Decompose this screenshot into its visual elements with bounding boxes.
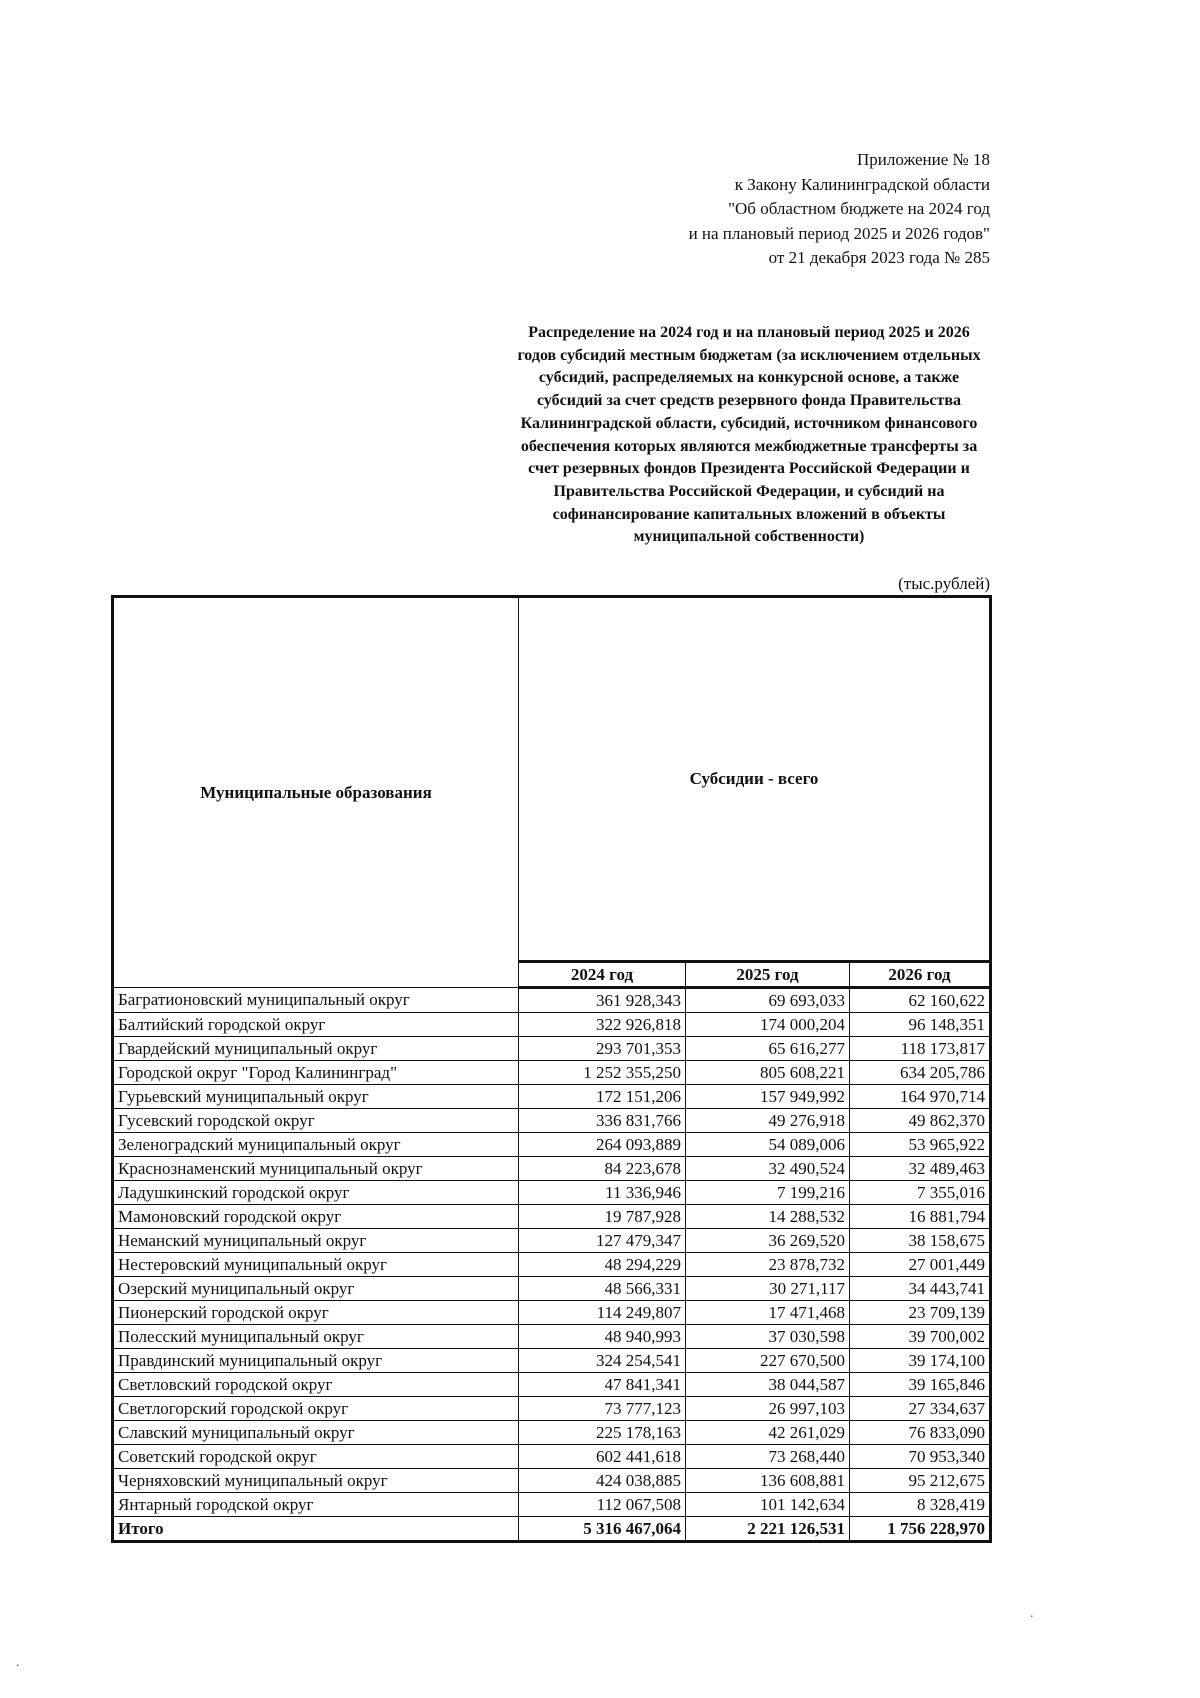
table-row (113, 1301, 991, 1325)
municipality-name: Черняховский муниципальный округ (113, 1469, 519, 1493)
table-row (113, 1373, 991, 1397)
value-2026: 39 165,846 (850, 1373, 991, 1397)
total-row (113, 1517, 991, 1542)
appendix-line: к Закону Калининградской области (734, 174, 990, 194)
value-2024: 73 777,123 (519, 1397, 686, 1421)
value-2025: 73 268,440 (686, 1445, 850, 1469)
value-2024: 19 787,928 (519, 1205, 686, 1229)
municipality-name: Мамоновский городской округ (113, 1205, 519, 1229)
value-2025: 174 000,204 (686, 1013, 850, 1037)
value-2025: 805 608,221 (686, 1061, 850, 1085)
value-2024: 127 479,347 (519, 1229, 686, 1253)
value-2025: 36 269,520 (686, 1229, 850, 1253)
value-2025: 42 261,029 (686, 1421, 850, 1445)
value-2026: 38 158,675 (850, 1229, 991, 1253)
value-2026: 7 355,016 (850, 1181, 991, 1205)
value-2026: 62 160,622 (850, 988, 991, 1013)
document-title: Распределение на 2024 год и на плановый период 2025 и 2026 годов субсидий местным бюджетам (за исключением отдельных субсидий, распределяемых на конкурсной основе, а также субсидий за счет средств резервного фонда Правительства Калининградской области, субсидий, источником финансового обеспечения которых являются межбюджетные трансферты за счет резервных фондов Президента Российской Федерации и Правительства Российской Федерации, и субсидий на софинансирование капитальных вложений в объекты муниципальной собственности) (517, 324, 981, 546)
value-2025: 2 221 126,531 (686, 1517, 850, 1542)
municipality-name: Светловский городской округ (113, 1373, 519, 1397)
table-row (113, 1445, 991, 1469)
table-row (113, 1325, 991, 1349)
appendix-line: от 21 декабря 2023 года № 285 (768, 248, 990, 267)
value-2025: 32 490,524 (686, 1157, 850, 1181)
value-2025: 26 997,103 (686, 1397, 850, 1421)
value-2024: 47 841,341 (519, 1373, 686, 1397)
table-row (113, 1085, 991, 1109)
value-2024: 361 928,343 (519, 988, 686, 1013)
value-2025: 7 199,216 (686, 1181, 850, 1205)
municipality-name: Багратионовский муниципальный округ (113, 988, 519, 1013)
municipality-name: Светлогорский городской округ (113, 1397, 519, 1421)
table-row (113, 1397, 991, 1421)
value-2026: 634 205,786 (850, 1061, 991, 1085)
value-2026: 16 881,794 (850, 1205, 991, 1229)
appendix-header (470, 148, 990, 271)
table-row (113, 1421, 991, 1445)
municipality-name: Городской округ "Город Калининград" (113, 1061, 519, 1085)
value-2024: 225 178,163 (519, 1421, 686, 1445)
value-2025: 65 616,277 (686, 1037, 850, 1061)
value-2024: 1 252 355,250 (519, 1061, 686, 1085)
value-2024: 48 940,993 (519, 1325, 686, 1349)
column-header-municipalities: Муниципальные образования (113, 597, 519, 988)
value-2024: 293 701,353 (519, 1037, 686, 1061)
value-2025: 49 276,918 (686, 1109, 850, 1133)
value-2024: 172 151,206 (519, 1085, 686, 1109)
municipality-name: Балтийский городской округ (113, 1013, 519, 1037)
value-2026: 32 489,463 (850, 1157, 991, 1181)
value-2026: 8 328,419 (850, 1493, 991, 1517)
value-2024: 324 254,541 (519, 1349, 686, 1373)
municipality-name: Зеленоградский муниципальный округ (113, 1133, 519, 1157)
municipality-name: Советский городской округ (113, 1445, 519, 1469)
value-2025: 69 693,033 (686, 988, 850, 1013)
table-row (113, 1061, 991, 1085)
table-row (113, 1157, 991, 1181)
value-2025: 14 288,532 (686, 1205, 850, 1229)
value-2026: 27 001,449 (850, 1253, 991, 1277)
value-2024: 48 294,229 (519, 1253, 686, 1277)
table-row (113, 1469, 991, 1493)
municipality-name: Ладушкинский городской округ (113, 1181, 519, 1205)
value-2026: 118 173,817 (850, 1037, 991, 1061)
municipality-name: Янтарный городской округ (113, 1493, 519, 1517)
table-body (113, 988, 991, 1542)
municipality-name: Озерский муниципальный округ (113, 1277, 519, 1301)
municipality-name: Неманский муниципальный округ (113, 1229, 519, 1253)
value-2026: 1 756 228,970 (850, 1517, 991, 1542)
municipality-name: Правдинский муниципальный округ (113, 1349, 519, 1373)
table-row (113, 1037, 991, 1061)
value-2024: 264 093,889 (519, 1133, 686, 1157)
table-row (113, 1229, 991, 1253)
units-label: (тыс.рублей) (898, 574, 990, 593)
value-2026: 95 212,675 (850, 1469, 991, 1493)
appendix-line: Приложение № 18 (857, 150, 990, 169)
municipality-name: Гусевский городской округ (113, 1109, 519, 1133)
municipality-name: Славский муниципальный округ (113, 1421, 519, 1445)
value-2024: 336 831,766 (519, 1109, 686, 1133)
value-2025: 157 949,992 (686, 1085, 850, 1109)
column-header-subsidies-total: Субсидии - всего (519, 597, 991, 962)
column-header-year-2025: 2025 год (686, 962, 850, 988)
value-2026: 34 443,741 (850, 1277, 991, 1301)
value-2024: 11 336,946 (519, 1181, 686, 1205)
value-2024: 424 038,885 (519, 1469, 686, 1493)
table-row (113, 1181, 991, 1205)
value-2025: 38 044,587 (686, 1373, 850, 1397)
scan-speck: . (16, 1655, 20, 1670)
municipality-name: Гурьевский муниципальный округ (113, 1085, 519, 1109)
municipality-name: Пионерский городской округ (113, 1301, 519, 1325)
value-2024: 5 316 467,064 (519, 1517, 686, 1542)
value-2026: 70 953,340 (850, 1445, 991, 1469)
value-2026: 39 174,100 (850, 1349, 991, 1373)
value-2025: 101 142,634 (686, 1493, 850, 1517)
municipality-name: Итого (113, 1517, 519, 1542)
value-2025: 54 089,006 (686, 1133, 850, 1157)
value-2025: 23 878,732 (686, 1253, 850, 1277)
table-row (113, 1133, 991, 1157)
value-2026: 96 148,351 (850, 1013, 991, 1037)
value-2024: 84 223,678 (519, 1157, 686, 1181)
value-2026: 76 833,090 (850, 1421, 991, 1445)
value-2024: 114 249,807 (519, 1301, 686, 1325)
value-2024: 112 067,508 (519, 1493, 686, 1517)
table-row (113, 988, 991, 1013)
table-row (113, 1109, 991, 1133)
scan-speck: . (1030, 1606, 1034, 1621)
municipality-name: Краснознаменский муниципальный округ (113, 1157, 519, 1181)
value-2024: 602 441,618 (519, 1445, 686, 1469)
table-row (113, 1013, 991, 1037)
municipality-name: Гвардейский муниципальный округ (113, 1037, 519, 1061)
municipality-name: Полесский муниципальный округ (113, 1325, 519, 1349)
appendix-line: и на плановый период 2025 и 2026 годов" (688, 223, 990, 243)
table-row (113, 1253, 991, 1277)
subsidies-table (111, 595, 992, 1543)
value-2024: 48 566,331 (519, 1277, 686, 1301)
column-header-year-2026: 2026 год (850, 962, 991, 988)
value-2026: 39 700,002 (850, 1325, 991, 1349)
table-row (113, 1349, 991, 1373)
value-2024: 322 926,818 (519, 1013, 686, 1037)
column-header-year-2024: 2024 год (519, 962, 686, 988)
table-row (113, 1493, 991, 1517)
value-2026: 23 709,139 (850, 1301, 991, 1325)
value-2025: 136 608,881 (686, 1469, 850, 1493)
value-2025: 30 271,117 (686, 1277, 850, 1301)
table-row (113, 1205, 991, 1229)
table-row (113, 1277, 991, 1301)
value-2026: 49 862,370 (850, 1109, 991, 1133)
value-2026: 27 334,637 (850, 1397, 991, 1421)
municipality-name: Нестеровский муниципальный округ (113, 1253, 519, 1277)
value-2025: 227 670,500 (686, 1349, 850, 1373)
value-2026: 164 970,714 (850, 1085, 991, 1109)
value-2025: 37 030,598 (686, 1325, 850, 1349)
value-2026: 53 965,922 (850, 1133, 991, 1157)
value-2025: 17 471,468 (686, 1301, 850, 1325)
appendix-line: "Об областном бюджете на 2024 год (728, 199, 990, 218)
